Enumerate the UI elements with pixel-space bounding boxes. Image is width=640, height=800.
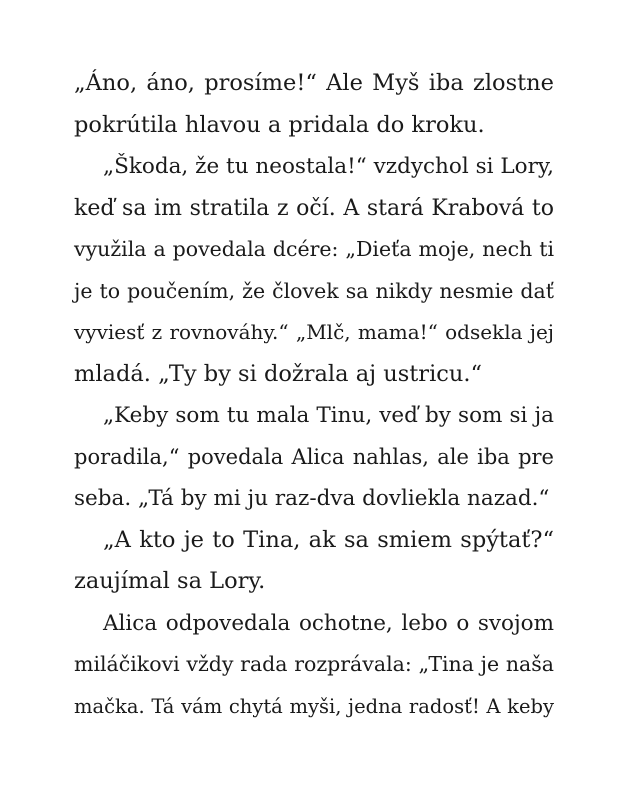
text-line: seba. „Tá by mi ju raz-dva dovliekla nazad.“	[74, 486, 550, 511]
text-line: mladá. „Ty by si dožrala aj ustricu.“	[74, 360, 483, 387]
text-line: je to poučením, že človek sa nikdy nesmie dať	[74, 278, 554, 303]
text-line: pokrútila hlavou a pridala do kroku.	[74, 111, 485, 138]
text-line: „Škoda, že tu neostala!“ vzdychol si Lory,	[103, 154, 554, 179]
text-line: vyviesť z rovnováhy.“ „Mlč, mama!“ odsekla jej	[74, 320, 554, 344]
text-line: keď sa im stratila z očí. A stará Krabová to	[74, 195, 554, 221]
body-text	[74, 63, 554, 727]
text-line: „Keby som tu mala Tinu, veď by som si ja	[103, 403, 554, 428]
text-line: „A kto je to Tina, ak sa smiem spýtať?“	[103, 526, 554, 553]
text-line: Alica odpovedala ochotne, lebo o svojom	[103, 610, 554, 636]
text-line: zaujímal sa Lory.	[74, 568, 266, 594]
text-line: poradila,“ povedala Alica nahlas, ale iba pre	[74, 444, 554, 469]
text-line: miláčikovi vždy rada rozprávala: „Tina je naša	[74, 652, 554, 676]
text-line: „Áno, áno, prosíme!“ Ale Myš iba zlostne	[74, 70, 554, 96]
text-line: využila a povedala dcére: „Dieťa moje, nech ti	[74, 237, 554, 261]
text-line: mačka. Tá vám chytá myši, jedna radosť! A keby	[74, 694, 554, 718]
